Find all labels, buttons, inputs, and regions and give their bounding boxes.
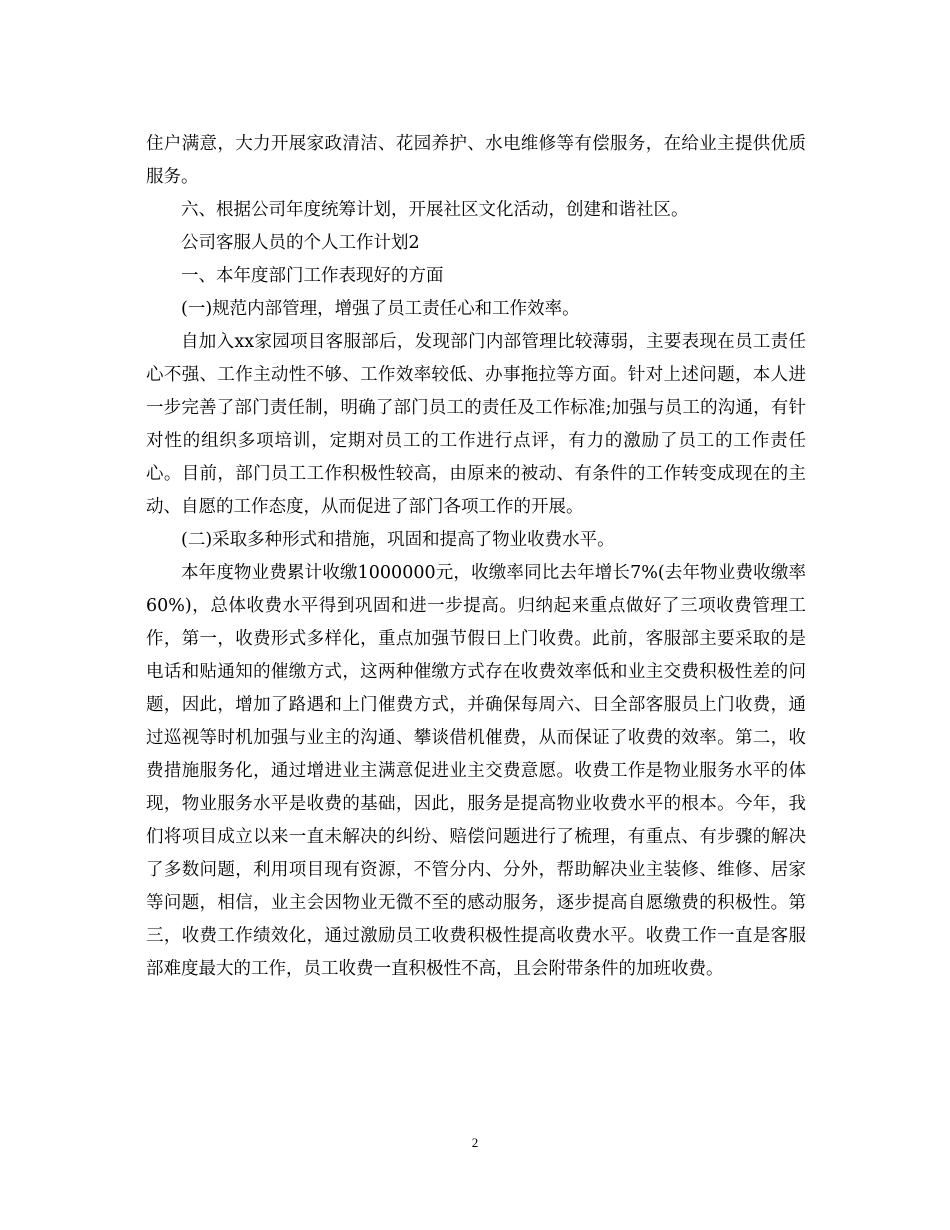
section-title: 公司客服人员的个人工作计划2 [181,233,420,253]
document-body [146,128,806,986]
page-number: 2 [471,1135,479,1150]
heading-part-one: 一、本年度部门工作表现好的方面 [181,266,444,286]
paragraph-management: 自加入xx家园项目客服部后，发现部门内部管理比较薄弱，主要表现在员工责任心不强、工作主动性不够、工作效率较低、办事拖拉等方面。针对上述问题，本人进一步完善了部门责任制，明确了部门员工的责任及工作标准;加强与员工的沟通，有针对性的组织多项培训，定期对员工的工作进行点评，有力的激励了员工的工作责任心。目前，部门员工工作积极性较高，由原来的被动、有条件的工作转变成现在的主动、自愿的工作态度，从而促进了部门各项工作的开展。 [146,332,806,517]
paragraph-item-six: 六、根据公司年度统筹计划，开展社区文化活动，创建和谐社区。 [181,200,689,220]
subheading-two: (二)采取多种形式和措施，巩固和提高了物业收费水平。 [181,530,615,550]
subheading-one: (一)规范内部管理，增强了员工责任心和工作效率。 [181,299,580,319]
paragraph-fees: 本年度物业费累计收缴1000000元，收缴率同比去年增长7%(去年物业费收缴率60%)，总体收费水平得到巩固和进一步提高。归纳起来重点做好了三项收费管理工作，第一，收费形式多样化，重点加强节假日上门收费。此前，客服部主要采取的是电话和贴通知的催缴方式，这两种催缴方式存在收费效率低和业主交费积极性差的问题，因此，增加了路遇和上门催费方式，并确保每周六、日全部客服员上门收费，通过巡视等时机加强与业主的沟通、攀谈借机催费，从而保证了收费的效率。第二，收费措施服务化，通过增进业主满意促进业主交费意愿。收费工作是物业服务水平的体现，物业服务水平是收费的基础，因此，服务是提高物业收费水平的根本。今年，我们将项目成立以来一直未解决的纠纷、赔偿问题进行了梳理，有重点、有步骤的解决了多数问题，利用项目现有资源，不管分内、分外，帮助解决业主装修、维修、居家等问题，相信，业主会因物业无微不至的感动服务，逐步提高自愿缴费的积极性。第三，收费工作绩效化，通过激励员工收费积极性提高收费水平。收费工作一直是客服部难度最大的工作，员工收费一直积极性不高，且会附带条件的加班收费。 [146,563,806,979]
paragraph-continuation: 住户满意，大力开展家政清洁、花园养护、水电维修等有偿服务，在给业主提供优质服务。 [146,134,806,187]
